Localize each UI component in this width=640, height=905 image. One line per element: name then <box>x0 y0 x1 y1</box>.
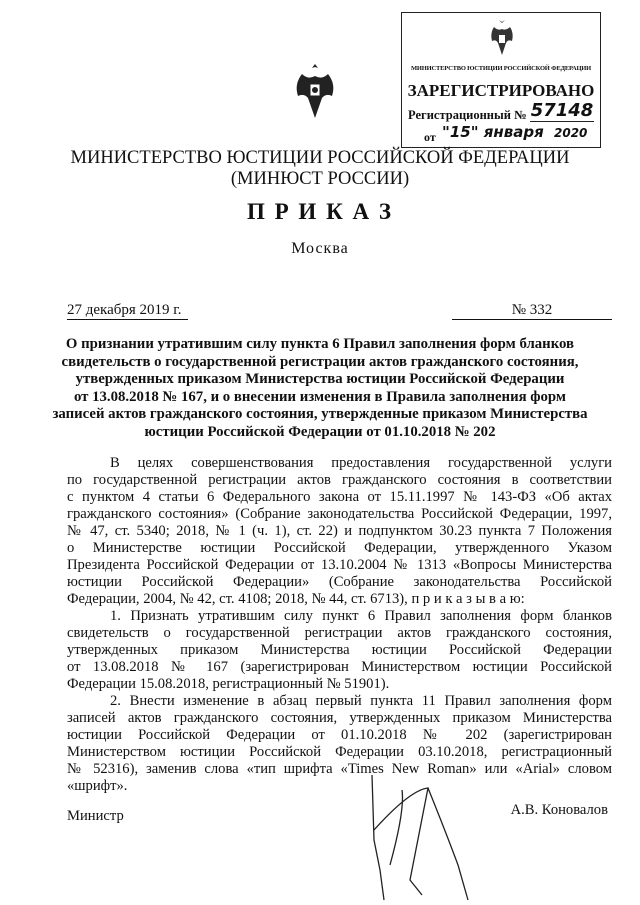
stamp-ministry: МИНИСТЕРСТВО ЮСТИЦИИ РОССИЙСКОЙ ФЕДЕРАЦИИ <box>410 65 592 72</box>
title-line: свидетельств о государственной регистрации актов гражданского состояния, <box>61 353 579 370</box>
stamp-year: 2020 <box>554 126 588 140</box>
signatory-position: Министр <box>67 808 124 824</box>
body-line: с пунктом 4 статьи 6 Федерального закона от 15.11.1997 № 143-ФЗ «Об актах <box>67 489 612 505</box>
title-line: записей актов гражданского состояния, утвержденные приказом Министерства <box>52 406 588 422</box>
body-line: записей актов гражданского состояния, утвержденных приказом Министерства <box>67 710 612 726</box>
registration-stamp <box>401 12 601 148</box>
ministry-short-name: (МИНЮСТ РОССИИ) <box>230 169 410 189</box>
body-line: Президента Российской Федерации от 13.10.2004 № 1313 «Вопросы Министерства <box>67 557 612 573</box>
title-line: О признании утратившим силу пункта 6 Правил заполнения форм бланков <box>65 336 575 352</box>
body-line: В целях совершенствования предоставления государственной услуги <box>110 455 612 471</box>
body-line: 1. Признать утратившим силу пункт 6 Правил заполнения форм бланков <box>110 608 612 624</box>
document-number: № 332 <box>452 302 612 320</box>
coat-of-arms-icon <box>486 19 518 59</box>
document-date: 27 декабря 2019 г. <box>67 302 188 320</box>
stamp-reg-label: Регистрационный № <box>408 108 527 122</box>
stamp-date: "15" января <box>442 123 544 141</box>
body-line: свидетельств о государственной регистрации актов гражданского состояния, <box>67 625 612 641</box>
body-line: по государственной регистрации актов гражданского состояния в соответствии <box>67 472 612 488</box>
body-line: от 13.08.2018 № 167 (зарегистрирован Министерством юстиции Российской <box>67 659 612 675</box>
body-line: гражданского состояния» (Собрание законодательства Российской Федерации, 1997, <box>67 506 612 522</box>
body-line: № 47, ст. 5340; 2018, № 1 (ч. 1), ст. 22) и подпунктом 30.23 пункта 7 Положения <box>67 523 612 539</box>
title-line: утвержденных приказом Министерства юстиции Российской Федерации <box>75 371 565 387</box>
body-line: юстиции Российской Федерации от 01.10.2018 № 202 (зарегистрирован <box>67 727 612 743</box>
stamp-date-prefix: от <box>424 130 436 144</box>
stamp-reg-number: 57148 <box>530 100 594 121</box>
ministry-name: МИНИСТЕРСТВО ЮСТИЦИИ РОССИЙСКОЙ ФЕДЕРАЦИИ <box>70 148 570 168</box>
city: Москва <box>291 240 349 257</box>
title-line: юстиции Российской Федерации от 01.10.2018 № 202 <box>144 423 496 440</box>
body-line: № 52316), заменив слова «тип шрифта «Times New Roman» или «Arial» словом <box>67 761 612 777</box>
body-line: о Министерстве юстиции Российской Федерации, утвержденного Указом <box>67 540 612 556</box>
body-line: Федерации 15.08.2018, регистрационный № 51901). <box>67 676 390 692</box>
russian-coat-of-arms-icon <box>292 62 338 122</box>
body-line: 2. Внести изменение в абзац первый пункта 11 Правил заполнения форм <box>110 693 612 709</box>
title-line: от 13.08.2018 № 167, и о внесении изменения в Правила заполнения форм <box>73 388 567 405</box>
body-line: утвержденных приказом Министерства юстиции Российской Федерации <box>67 642 612 658</box>
signatory-name: А.В. Коновалов <box>510 802 608 818</box>
body-line: «шрифт». <box>67 778 128 794</box>
document-type: П Р И К А З <box>246 199 393 224</box>
body-line: Министерством юстиции Российской Федерации 03.10.2018, регистрационный <box>67 744 612 760</box>
stamp-status: ЗАРЕГИСТРИРОВАНО <box>407 81 595 100</box>
body-line: юстиции Российской Федерации» (Собрание законодательства Российской <box>67 574 612 590</box>
body-line: Федерации, 2004, № 42, ст. 4108; 2018, № 44, ст. 6713), п р и к а з ы в а ю: <box>67 591 525 607</box>
handwritten-signature <box>350 770 480 905</box>
